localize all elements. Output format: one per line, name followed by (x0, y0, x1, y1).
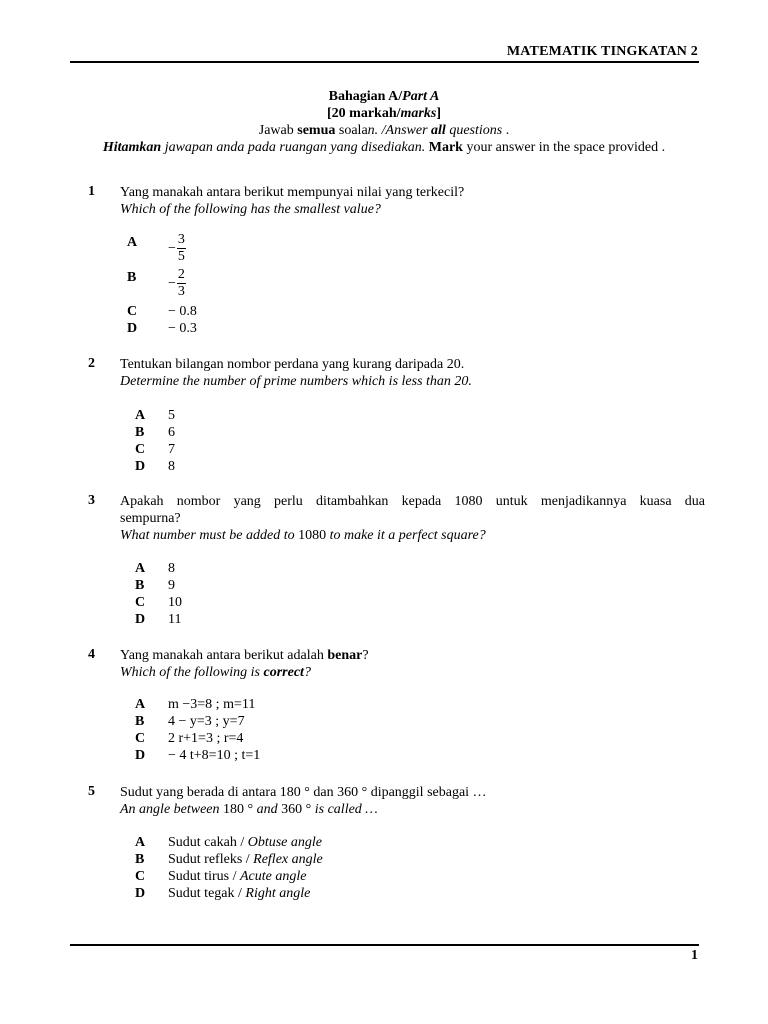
option-c[interactable] (135, 594, 635, 611)
option-a[interactable] (135, 560, 635, 577)
question-text (120, 647, 705, 681)
page-number: 1 (691, 948, 698, 963)
option-b[interactable] (135, 713, 635, 730)
question-text (120, 184, 705, 218)
option-value: Sudut cakah / Obtuse angle (168, 835, 322, 850)
answer-all-instruction: Jawab semua soalan. /Answer all questions . (258, 123, 510, 138)
question-text-en: Which of the following is correct? (120, 665, 311, 680)
option-d[interactable] (135, 458, 635, 475)
question-text-ms-line2: sempurna? (120, 511, 181, 526)
option-letter: B (135, 714, 145, 729)
option-letter: D (135, 748, 146, 763)
option-letter: C (135, 869, 146, 884)
option-c[interactable] (135, 441, 635, 458)
option-a[interactable] (135, 834, 635, 851)
question-text (120, 493, 705, 544)
option-b[interactable] (127, 267, 627, 299)
option-a[interactable] (135, 696, 635, 713)
section-marks: [20 markah/marks] (327, 106, 441, 121)
option-letter: A (135, 697, 146, 712)
option-d[interactable] (135, 747, 635, 764)
option-letter: B (127, 270, 137, 285)
header-rule (70, 61, 699, 63)
question-text-en: Which of the following has the smallest value? (120, 202, 381, 217)
option-value: 10 (168, 595, 182, 610)
option-value: 2 r+1=3 ; r=4 (168, 731, 244, 746)
question-number: 4 (88, 647, 95, 662)
option-value: Sudut tirus / Acute angle (168, 869, 307, 884)
option-value: − 0.8 (168, 304, 197, 319)
question-number: 3 (88, 493, 95, 508)
option-value: 11 (168, 612, 182, 627)
option-value: − $\frac{2}{3}$ (168, 267, 185, 299)
question-text-ms-line1: Apakah nombor yang perlu ditambahkan kepada 1080 untuk menjadikannya kuasa dua (120, 494, 705, 509)
option-letter: D (135, 459, 146, 474)
option-value: − 0.3 (168, 321, 197, 336)
marking-instruction: Hitamkan jawapan anda pada ruangan yang disediakan. Mark your answer in the space provided . (102, 140, 666, 155)
question-text-en: Determine the number of prime numbers which is less than 20. (120, 374, 472, 389)
option-value: 7 (168, 442, 175, 457)
option-letter: D (135, 886, 146, 901)
footer-rule (70, 944, 699, 946)
option-letter: B (135, 425, 145, 440)
option-letter: A (135, 408, 146, 423)
option-value: 5 (168, 408, 175, 423)
option-letter: C (135, 442, 146, 457)
question-text-ms: Sudut yang berada di antara 180 ° dan 360 ° dipanggil sebagai … (120, 785, 487, 800)
question-text-ms: Yang manakah antara berikut mempunyai nilai yang terkecil? (120, 185, 465, 200)
option-a[interactable] (127, 232, 627, 264)
option-letter: D (127, 321, 138, 336)
question-number: 5 (88, 784, 95, 799)
option-letter: C (135, 595, 146, 610)
option-letter: A (127, 235, 138, 250)
option-value: 8 (168, 459, 175, 474)
section-intro (0, 88, 768, 156)
question-text-ms: Tentukan bilangan nombor perdana yang kurang daripada 20. (120, 357, 465, 372)
option-letter: B (135, 852, 145, 867)
option-b[interactable] (135, 424, 635, 441)
option-value: Sudut refleks / Reflex angle (168, 852, 323, 867)
question-text-en: An angle between 180 ° and 360 ° is called … (120, 802, 378, 817)
option-b[interactable] (135, 851, 635, 868)
option-letter: B (135, 578, 145, 593)
page-header-title: MATEMATIK TINGKATAN 2 (506, 44, 698, 59)
option-value: 4 − y=3 ; y=7 (168, 714, 245, 729)
option-value: 6 (168, 425, 175, 440)
option-letter: A (135, 561, 146, 576)
option-letter: A (135, 835, 146, 850)
option-value: m −3=8 ; m=11 (168, 697, 256, 712)
question-text (120, 356, 705, 390)
option-c[interactable] (135, 868, 635, 885)
question-text-en: What number must be added to 1080 to make it a perfect square? (120, 528, 486, 543)
section-title: Bahagian A/Part A (328, 89, 440, 104)
option-value: − 4 t+8=10 ; t=1 (168, 748, 261, 763)
question-text-ms: Yang manakah antara berikut adalah benar? (120, 648, 369, 663)
question-number: 2 (88, 356, 95, 371)
option-value: 8 (168, 561, 175, 576)
option-value: Sudut tegak / Right angle (168, 886, 311, 901)
option-letter: C (135, 731, 146, 746)
option-letter: D (135, 612, 146, 627)
option-b[interactable] (135, 577, 635, 594)
question-number: 1 (88, 184, 95, 199)
option-a[interactable] (135, 407, 635, 424)
option-d[interactable] (135, 885, 635, 902)
option-c[interactable] (127, 303, 627, 320)
option-d[interactable] (135, 611, 635, 628)
option-value: − $\frac{3}{5}$ (168, 232, 185, 264)
option-c[interactable] (135, 730, 635, 747)
option-letter: C (127, 304, 138, 319)
question-text (120, 784, 705, 818)
option-value: 9 (168, 578, 175, 593)
option-d[interactable] (127, 320, 627, 337)
